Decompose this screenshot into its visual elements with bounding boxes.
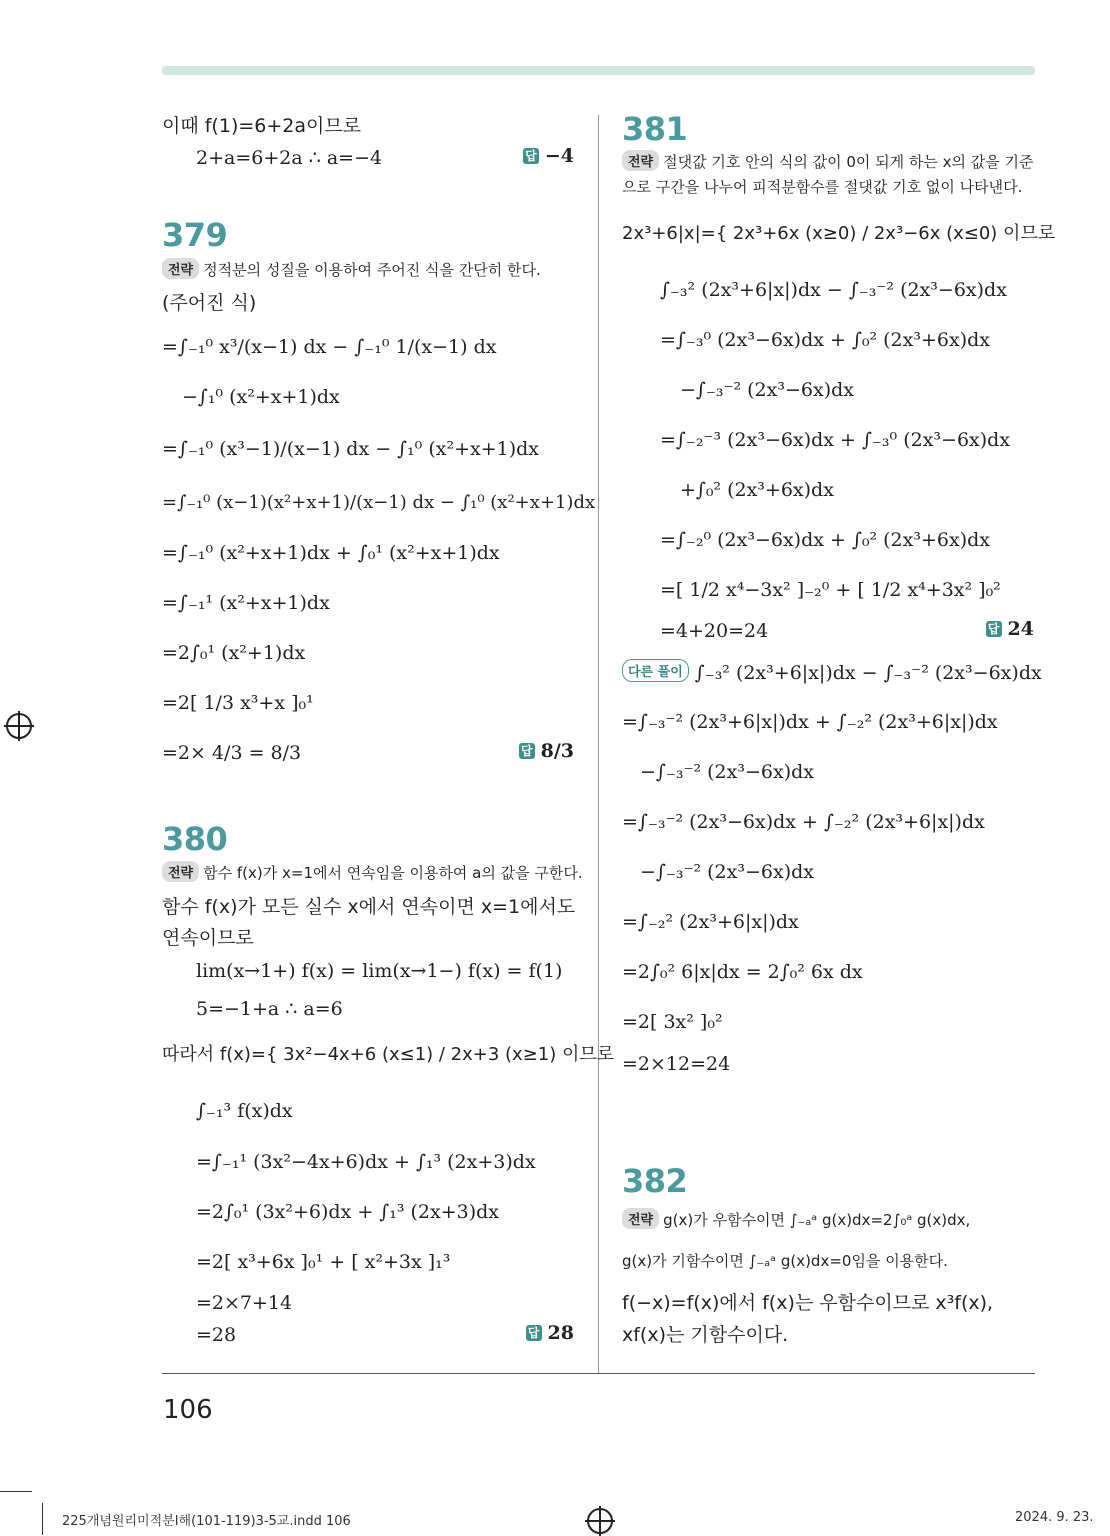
- answer-marker: 답: [523, 148, 539, 164]
- answer: 답 −4: [523, 145, 574, 167]
- strategy-badge: 전략: [622, 1208, 659, 1229]
- solution-line: 연속이므로: [162, 927, 254, 949]
- problem-number: 379: [162, 216, 228, 254]
- crop-mark: [0, 1491, 32, 1492]
- registration-mark-icon: [6, 713, 32, 739]
- solution-line: lim(x→1+) f(x) = lim(x→1−) f(x) = f(1): [196, 960, 563, 982]
- strategy-badge: 전략: [162, 861, 199, 882]
- solution-line: =∫₋₁¹ (3x²−4x+6)dx + ∫₁³ (2x+3)dx: [196, 1151, 536, 1173]
- problem-number: 382: [622, 1162, 688, 1200]
- strategy-continued: 으로 구간을 나누어 피적분함수를 절댓값 기호 없이 나타낸다.: [622, 178, 1023, 196]
- page-number: 106: [163, 1395, 213, 1425]
- solution-line: =[ 1/2 x⁴−3x² ]₋₂⁰ + [ 1/2 x⁴+3x² ]₀²: [660, 579, 1001, 601]
- strategy: 전략 절댓값 기호 안의 식의 값이 0이 되게 하는 x의 값을 기준: [622, 150, 1034, 175]
- solution-line: ∫₋₁³ f(x)dx: [196, 1100, 293, 1122]
- answer: 답 28: [526, 1322, 574, 1344]
- problem-number: 380: [162, 820, 228, 858]
- answer: 답 8/3: [519, 740, 574, 762]
- strategy-badge: 전략: [162, 258, 199, 279]
- solution-line: =∫₋₃⁻² (2x³+6|x|)dx + ∫₋₂² (2x³+6|x|)dx: [622, 711, 998, 733]
- strategy: 전략 정적분의 성질을 이용하여 주어진 식을 간단히 한다.: [162, 258, 541, 283]
- strategy: 전략 g(x)가 우함수이면 ∫₋ₐᵃ g(x)dx=2∫₀ᵃ g(x)dx,: [622, 1208, 970, 1233]
- answer-marker: 답: [986, 621, 1002, 637]
- solution-line: =4+20=24: [660, 620, 769, 642]
- alt-solution-badge: 다른 풀이: [622, 659, 689, 682]
- answer-marker: 답: [519, 743, 535, 759]
- crop-mark: [42, 1503, 43, 1535]
- solution-line: 2+a=6+2a ∴ a=−4: [196, 147, 383, 169]
- solution-line: −∫₋₃⁻² (2x³−6x)dx: [640, 861, 814, 883]
- solution-line: f(−x)=f(x)에서 f(x)는 우함수이므로 x³f(x),: [622, 1292, 994, 1314]
- solution-line: =2[ 1/3 x³+x ]₀¹: [162, 692, 314, 714]
- solution-line: =∫₋₁⁰ (x²+x+1)dx + ∫₀¹ (x²+x+1)dx: [162, 542, 500, 564]
- solution-line: xf(x)는 기함수이다.: [622, 1324, 789, 1346]
- solution-line: =∫₋₃⁰ (2x³−6x)dx + ∫₀² (2x³+6x)dx: [660, 329, 990, 351]
- registration-mark-icon: [587, 1508, 613, 1534]
- solution-line: =∫₋₂⁰ (2x³−6x)dx + ∫₀² (2x³+6x)dx: [660, 529, 990, 551]
- solution-line: 따라서 f(x)={ 3x²−4x+6 (x≤1) / 2x+3 (x≥1) 이므로: [162, 1044, 615, 1065]
- solution-line: =2[ x³+6x ]₀¹ + [ x²+3x ]₁³: [196, 1251, 451, 1273]
- solution-line: −∫₁⁰ (x²+x+1)dx: [182, 386, 340, 408]
- solution-line: −∫₋₃⁻² (2x³−6x)dx: [640, 761, 814, 783]
- solution-line: =∫₋₁¹ (x²+x+1)dx: [162, 592, 330, 614]
- solution-line: 함수 f(x)가 모든 실수 x에서 연속이면 x=1에서도: [162, 896, 576, 918]
- solution-line: =∫₋₃⁻² (2x³−6x)dx + ∫₋₂² (2x³+6|x|)dx: [622, 811, 985, 833]
- bottom-rule: [162, 1373, 1035, 1374]
- solution-line: =2∫₀¹ (3x²+6)dx + ∫₁³ (2x+3)dx: [196, 1201, 499, 1223]
- solution-line: =∫₋₂² (2x³+6|x|)dx: [622, 911, 799, 933]
- solution-line: =2×12=24: [622, 1053, 731, 1075]
- solution-line: =2×7+14: [196, 1292, 293, 1314]
- solution-line: =∫₋₁⁰ x³/(x−1) dx − ∫₋₁⁰ 1/(x−1) dx: [162, 336, 497, 358]
- solution-line: ∫₋₃² (2x³+6|x|)dx − ∫₋₃⁻² (2x³−6x)dx: [660, 279, 1007, 301]
- slug-date: 2024. 9. 23.: [1015, 1510, 1094, 1525]
- solution-line: =∫₋₁⁰ (x³−1)/(x−1) dx − ∫₁⁰ (x²+x+1)dx: [162, 438, 540, 460]
- strategy-continued: g(x)가 기함수이면 ∫₋ₐᵃ g(x)dx=0임을 이용한다.: [622, 1252, 948, 1270]
- answer-marker: 답: [526, 1325, 542, 1341]
- top-accent-bar: [162, 66, 1035, 75]
- solution-line: =∫₋₁⁰ (x−1)(x²+x+1)/(x−1) dx − ∫₁⁰ (x²+x+1)dx: [162, 492, 596, 513]
- slug-file-info: 225개념원리미적분Ⅰ해(101-119)3-5교.indd 106: [62, 1514, 351, 1529]
- solution-line: −∫₋₃⁻² (2x³−6x)dx: [680, 379, 854, 401]
- solution-line: =2[ 3x² ]₀²: [622, 1011, 723, 1033]
- strategy: 전략 함수 f(x)가 x=1에서 연속임을 이용하여 a의 값을 구한다.: [162, 861, 583, 886]
- solution-line: (주어진 식): [162, 292, 257, 314]
- solution-line: 2x³+6|x|={ 2x³+6x (x≥0) / 2x³−6x (x≤0) 이므로: [622, 223, 1056, 244]
- solution-line: =2∫₀² 6|x|dx = 2∫₀² 6x dx: [622, 961, 863, 983]
- solution-line: =28: [196, 1324, 237, 1346]
- solution-line: 5=−1+a ∴ a=6: [196, 998, 343, 1020]
- problem-number: 381: [622, 110, 688, 148]
- solution-line: =2× 4/3 = 8/3: [162, 742, 302, 764]
- solution-line: 다른 풀이 ∫₋₃² (2x³+6|x|)dx − ∫₋₃⁻² (2x³−6x)dx: [622, 659, 1042, 686]
- solution-line: =∫₋₂⁻³ (2x³−6x)dx + ∫₋₃⁰ (2x³−6x)dx: [660, 429, 1011, 451]
- strategy-badge: 전략: [622, 150, 659, 171]
- column-divider: [598, 115, 599, 1373]
- solution-line: =2∫₀¹ (x²+1)dx: [162, 642, 306, 664]
- solution-line: 이때 f(1)=6+2a이므로: [162, 115, 362, 137]
- answer: 답 24: [986, 618, 1034, 640]
- solution-line: +∫₀² (2x³+6x)dx: [680, 479, 834, 501]
